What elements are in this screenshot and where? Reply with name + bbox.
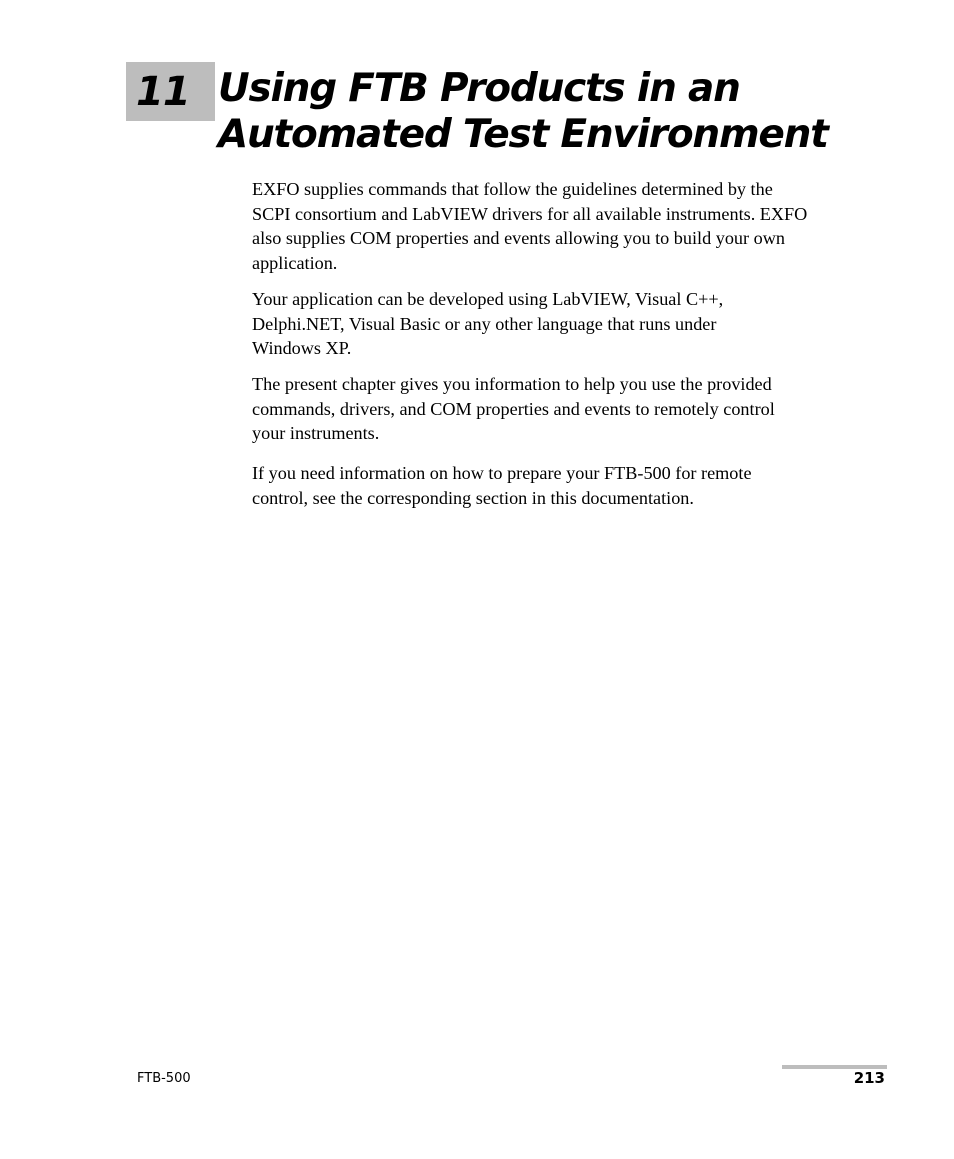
paragraph-remote-control	[252, 461, 752, 510]
paragraph-line: also supplies COM properties and events allowing you to build your own	[252, 228, 785, 249]
paragraph-line: Windows XP.	[252, 338, 352, 359]
page-number: 213	[853, 1069, 885, 1087]
chapter-title-line: Using FTB Products in an	[218, 66, 740, 111]
paragraph-line: Your application can be developed using LabVIEW, Visual C++,	[252, 289, 724, 309]
paragraph-line: The present chapter gives you information to help you use the provided	[252, 374, 772, 394]
paragraph-line: your instruments.	[252, 423, 380, 444]
chapter-title	[218, 66, 918, 158]
paragraph-line: commands, drivers, and COM properties and events to remotely control	[252, 398, 775, 419]
footer-product-name: FTB-500	[137, 1071, 191, 1086]
paragraph-intro	[252, 177, 807, 275]
paragraph-line: SCPI consortium and LabVIEW drivers for all available instruments. EXFO	[252, 203, 808, 224]
paragraph-line: control, see the corresponding section in this documentation.	[252, 487, 694, 508]
paragraph-line: EXFO supplies commands that follow the guidelines determined by the	[252, 179, 773, 199]
chapter-number: 11	[136, 69, 190, 115]
paragraph-line: If you need information on how to prepare your FTB-500 for remote	[252, 463, 752, 483]
paragraph-chapter-overview	[252, 372, 775, 446]
paragraph-languages	[252, 287, 723, 361]
paragraph-line: application.	[252, 252, 338, 273]
paragraph-line: Delphi.NET, Visual Basic or any other language that runs under	[252, 313, 717, 334]
chapter-number-box	[126, 62, 215, 121]
chapter-title-line: Automated Test Environment	[218, 112, 828, 157]
